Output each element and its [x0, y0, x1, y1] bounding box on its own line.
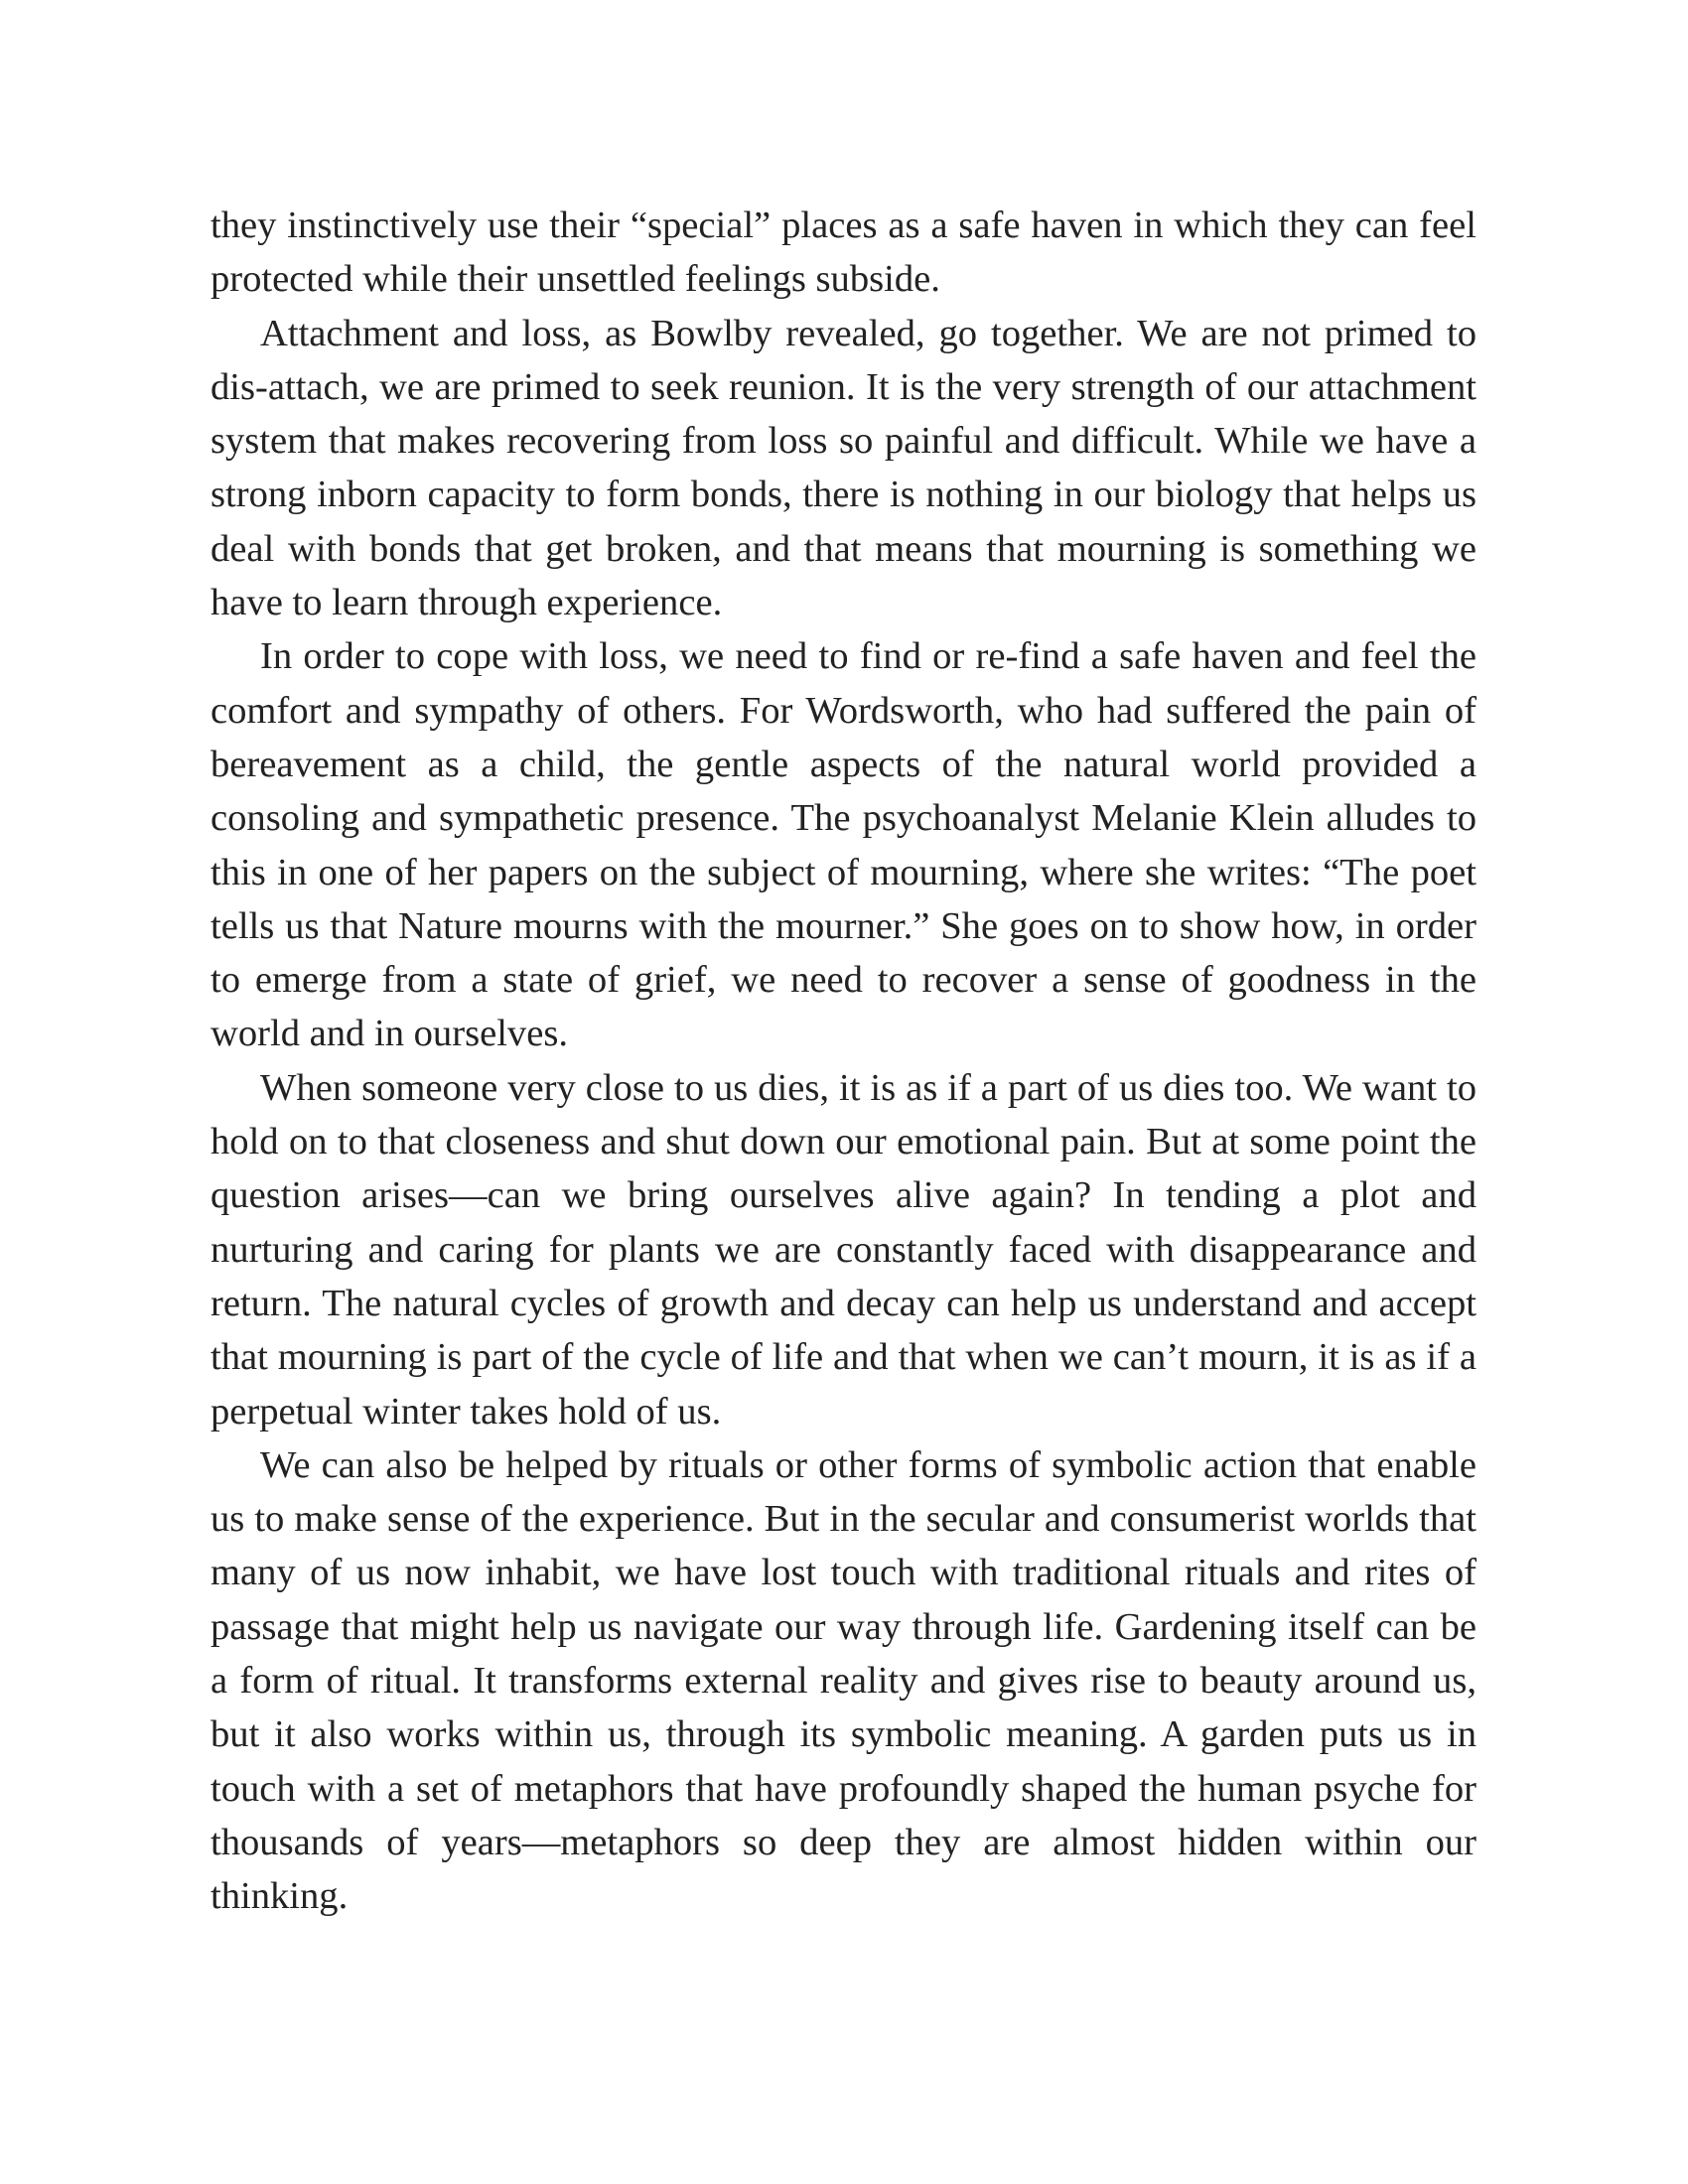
paragraph-someone-close-dies: When someone very close to us dies, it is as if a part of us dies too. We want to hold on to that closeness and shut down our emotional pain. But at some point the question arises—can we bring ourselves alive again? In tending a plot and nurturing and caring for plants we are constantly faced with disappearance and return. The natural cycles of growth and decay can help us understand and accept that mourning is part of the cycle of life and that when we can’t mourn, it is as if a perpetual winter takes hold of us.	[211, 1066, 1477, 1433]
book-page	[211, 199, 1477, 1924]
paragraph-continued: they instinctively use their “special” places as a safe haven in which they can feel protected while their unsettled feelings subside.	[211, 205, 1477, 301]
paragraph-coping-with-loss: In order to cope with loss, we need to find or re-find a safe haven and feel the comfort and sympathy of others. For Wordsworth, who had suffered the pain of bereavement as a child, the gentle aspects of the natural world provided a consoling and sympathetic presence. The psychoanalyst Melanie Klein alludes to this in one of her papers on the subject of mourning, where she writes: “The poet tells us that Nature mourns with the mourner.” She goes on to show how, in order to emerge from a state of grief, we need to recover a sense of goodness in the world and in ourselves.	[211, 635, 1477, 1055]
paragraph-rituals: We can also be helped by rituals or other forms of symbolic action that enable us to make sense of the experience. But in the secular and consumerist worlds that many of us now inhabit, we have lost touch with traditional rituals and rites of passage that might help us navigate our way through life. Gardening itself can be a form of ritual. It transforms external reality and gives rise to beauty around us, but it also works within us, through its symbolic meaning. A garden puts us in touch with a set of metaphors that have profoundly shaped the human psyche for thousands of years—metaphors so deep they are almost hidden within our thinking.	[211, 1443, 1477, 1918]
paragraph-attachment-and-loss: Attachment and loss, as Bowlby revealed, go together. We are not primed to dis-attach, we are primed to seek reunion. It is the very strength of our attachment system that makes recovering from loss so painful and difficult. While we have a strong inborn capacity to form bonds, there is nothing in our biology that helps us deal with bonds that get broken, and that means that mourning is something we have to learn through experience.	[211, 312, 1477, 624]
